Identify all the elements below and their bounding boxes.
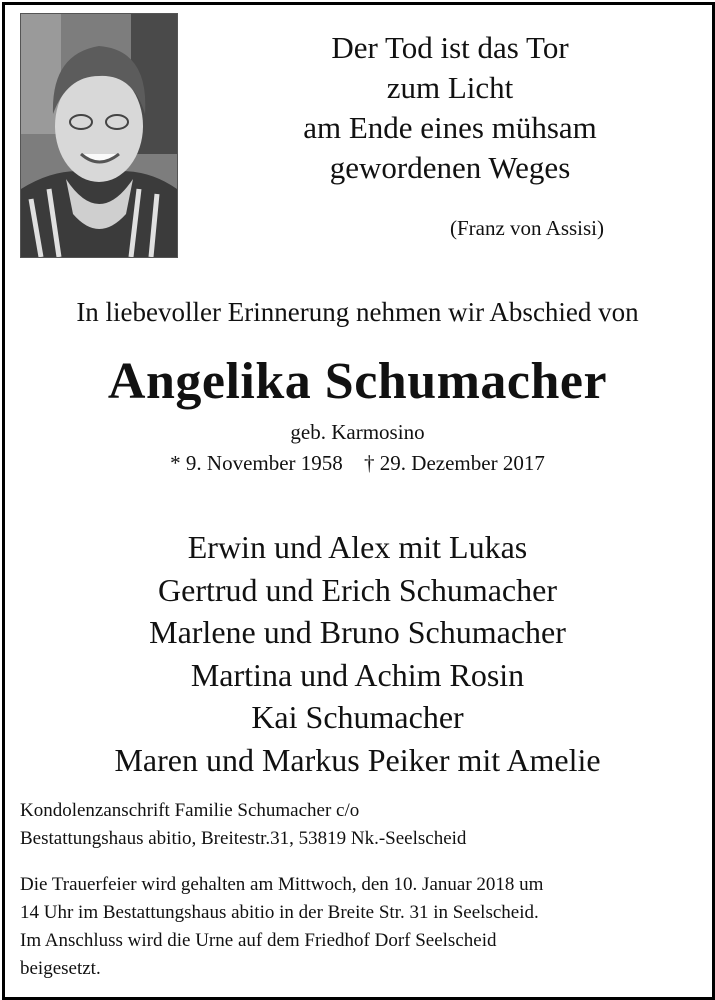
funeral-line: Im Anschluss wird die Urne auf dem Friedhof Dorf Seelscheid bbox=[20, 930, 497, 951]
quote-line: gewordenen Weges bbox=[329, 150, 571, 185]
intro-text: In liebevoller Erinnerung nehmen wir Abschied von bbox=[76, 297, 639, 327]
quote-source: (Franz von Assisi) bbox=[450, 216, 604, 240]
funeral-info bbox=[20, 871, 700, 983]
condolence-line: Bestattungshaus abitio, Breitestr.31, 53819 Nk.-Seelscheid bbox=[20, 828, 467, 849]
quote-line: Der Tod ist das Tor bbox=[331, 30, 569, 65]
condolence-address bbox=[20, 797, 700, 853]
deceased-name: Angelika Schumacher bbox=[107, 353, 608, 410]
quote-line: zum Licht bbox=[386, 70, 514, 105]
quote bbox=[230, 28, 670, 188]
mourner: Erwin und Alex mit Lukas bbox=[187, 529, 528, 565]
portrait-photo bbox=[20, 13, 178, 258]
death-date: † 29. Dezember 2017 bbox=[364, 451, 545, 475]
quote-line: am Ende eines mühsam bbox=[303, 110, 597, 145]
funeral-line: Die Trauerfeier wird gehalten am Mittwoch, den 10. Januar 2018 um bbox=[20, 874, 544, 895]
mourner: Kai Schumacher bbox=[251, 699, 464, 735]
mourner: Maren und Markus Peiker mit Amelie bbox=[114, 741, 601, 778]
birth-name: geb. Karmosino bbox=[290, 420, 425, 444]
funeral-line: 14 Uhr im Bestattungshaus abitio in der Breite Str. 31 in Seelscheid. bbox=[20, 902, 539, 923]
condolence-line: Kondolenzanschrift Familie Schumacher c/o bbox=[20, 800, 360, 821]
mourners-list bbox=[0, 526, 715, 781]
mourner: Marlene und Bruno Schumacher bbox=[149, 614, 566, 650]
mourner: Martina und Achim Rosin bbox=[190, 656, 525, 693]
life-dates bbox=[0, 451, 715, 476]
funeral-line: beigesetzt. bbox=[20, 958, 101, 979]
birth-date: * 9. November 1958 bbox=[170, 451, 343, 475]
mourner: Gertrud und Erich Schumacher bbox=[158, 571, 557, 608]
